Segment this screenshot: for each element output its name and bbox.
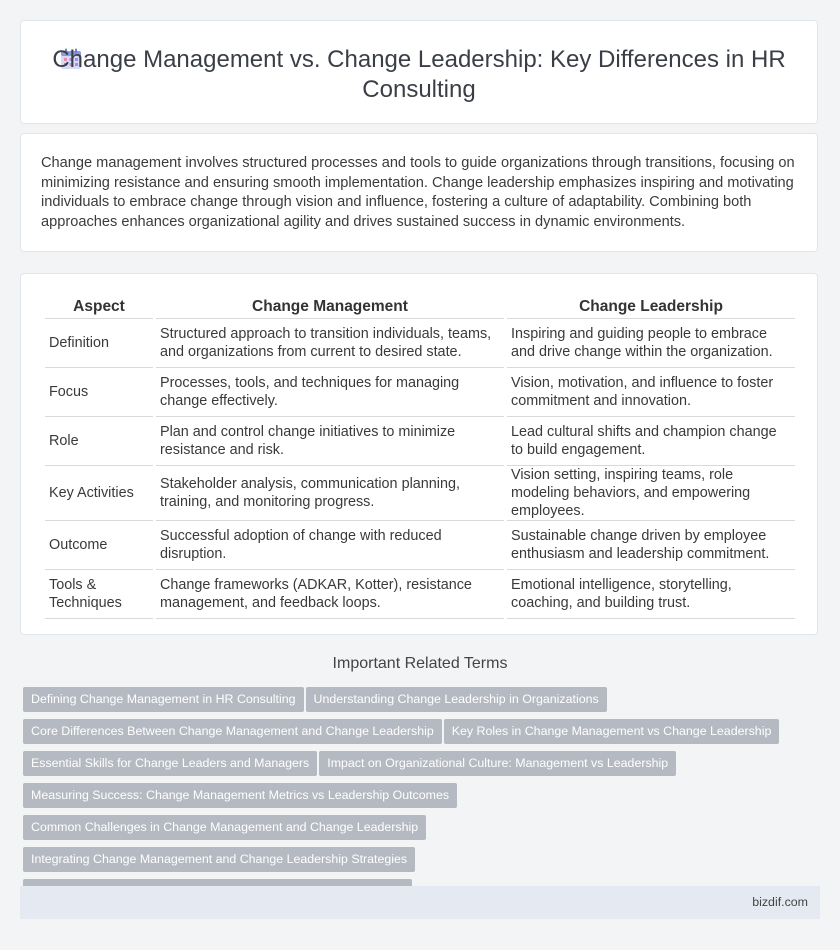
row-aspect: Focus (45, 368, 153, 417)
related-term-tag[interactable]: Key Roles in Change Management vs Change Leadership (444, 719, 780, 744)
row-aspect: Definition (45, 319, 153, 368)
row-aspect: Outcome (45, 521, 153, 570)
footer-site-link[interactable]: bizdif.com (752, 895, 808, 909)
related-term-tag[interactable]: Impact on Organizational Culture: Management vs Leadership (319, 751, 676, 776)
related-term-tag[interactable]: Essential Skills for Change Leaders and Managers (23, 751, 317, 776)
related-term-tag[interactable]: Defining Change Management in HR Consulting (23, 687, 304, 712)
page-title: Change Management vs. Change Leadership: Key Differences in HR Consulting (52, 46, 786, 103)
table-row (45, 319, 795, 368)
row-leadership: Vision setting, inspiring teams, role modeling behaviors, and empowering employees. (507, 466, 795, 521)
related-term-tag[interactable]: Integrating Change Management and Change Leadership Strategies (23, 847, 415, 872)
header-card (20, 20, 818, 124)
row-management: Change frameworks (ADKAR, Kotter), resistance management, and feedback loops. (156, 570, 504, 619)
header-change-management: Change Management (156, 296, 504, 319)
related-term-tag[interactable]: Measuring Success: Change Management Metrics vs Leadership Outcomes (23, 783, 457, 808)
intro-card (20, 133, 818, 252)
table-header-row (45, 296, 795, 319)
row-leadership: Lead cultural shifts and champion change to build engagement. (507, 417, 795, 466)
comparison-card (20, 273, 818, 635)
table-row (45, 368, 795, 417)
header-aspect: Aspect (45, 296, 153, 319)
row-management: Successful adoption of change with reduced disruption. (156, 521, 504, 570)
comparison-table (42, 296, 798, 619)
header-change-leadership: Change Leadership (507, 296, 795, 319)
table-row (45, 521, 795, 570)
row-leadership: Vision, motivation, and influence to foster commitment and innovation. (507, 368, 795, 417)
related-terms-title: Important Related Terms (332, 655, 508, 672)
related-term-tag[interactable]: Understanding Change Leadership in Organizations (306, 687, 607, 712)
related-term-tag[interactable]: Core Differences Between Change Management and Change Leadership (23, 719, 442, 744)
row-aspect: Tools & Techniques (45, 570, 153, 619)
row-leadership: Inspiring and guiding people to embrace and drive change within the organization. (507, 319, 795, 368)
row-aspect: Key Activities (45, 466, 153, 521)
related-term-tag[interactable]: Common Challenges in Change Management and Change Leadership (23, 815, 426, 840)
row-leadership: Emotional intelligence, storytelling, coaching, and building trust. (507, 570, 795, 619)
table-row (45, 466, 795, 521)
row-management: Structured approach to transition individuals, teams, and organizations from current to desired state. (156, 319, 504, 368)
row-management: Plan and control change initiatives to minimize resistance and risk. (156, 417, 504, 466)
related-terms-list (23, 687, 813, 911)
row-management: Processes, tools, and techniques for managing change effectively. (156, 368, 504, 417)
intro-text: Change management involves structured processes and tools to guide organizations through transitions, focusing on minimizing resistance and ensuring smooth implementation. Change leadership emphasizes inspiring and motivating individuals to embrace change through vision and influence, fostering a culture of adaptability. Combining both approaches enhances organizational agility and drives sustained success in dynamic environments. (41, 155, 795, 230)
table-row (45, 570, 795, 619)
footer (20, 886, 820, 919)
row-leadership: Sustainable change driven by employee enthusiasm and leadership commitment. (507, 521, 795, 570)
table-row (45, 417, 795, 466)
row-management: Stakeholder analysis, communication planning, training, and monitoring progress. (156, 466, 504, 521)
row-aspect: Role (45, 417, 153, 466)
